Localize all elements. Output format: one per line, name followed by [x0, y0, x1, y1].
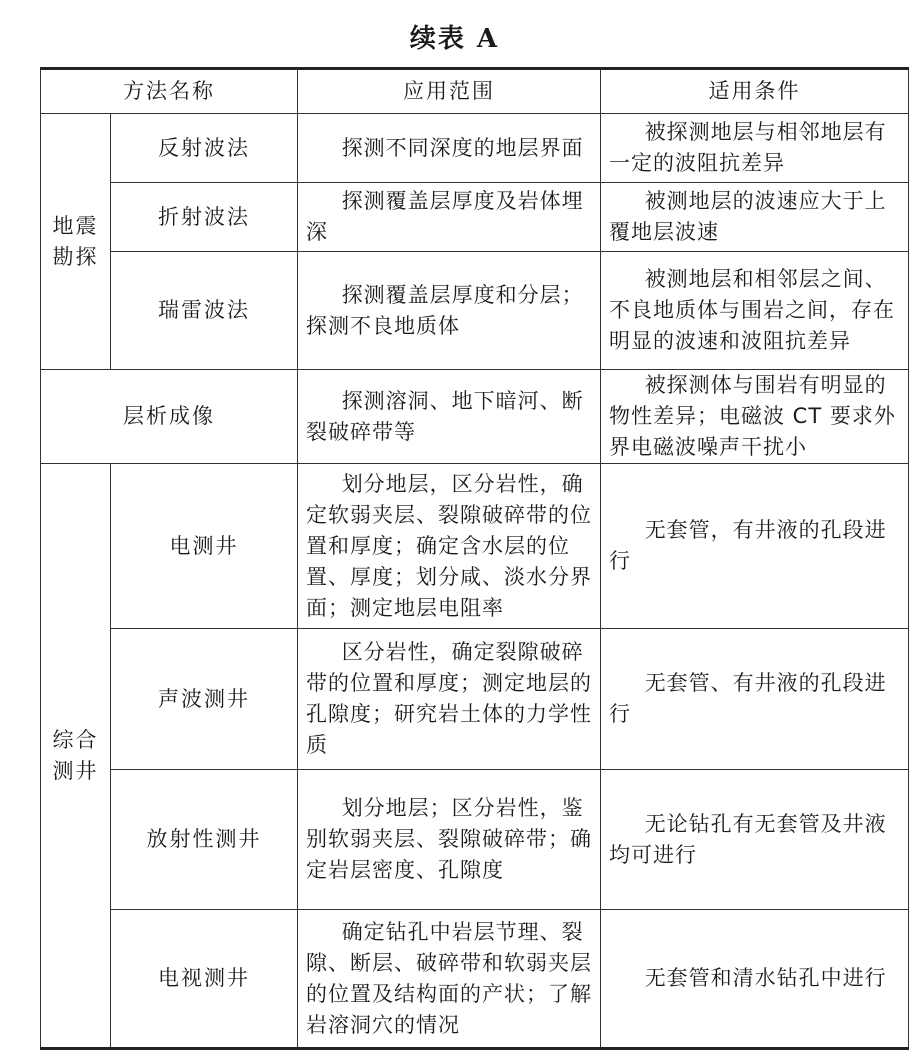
- conditions-cell: 无套管，有井液的孔段进行: [601, 464, 909, 629]
- methods-table: [40, 67, 909, 1050]
- table-row: [41, 183, 909, 252]
- conditions-cell: 被测地层的波速应大于上覆地层波速: [601, 183, 909, 252]
- table-row: [41, 252, 909, 370]
- group-label: 综合测井: [41, 464, 111, 1049]
- table-title: 续表 A: [409, 24, 500, 54]
- method-name: 放射性测井: [111, 770, 298, 910]
- conditions-cell: 被探测体与围岩有明显的物性差异；电磁波 CT 要求外界电磁波噪声干扰小: [601, 370, 909, 464]
- scope-cell: 划分地层，区分岩性，确定软弱夹层、裂隙破碎带的位置和厚度；确定含水层的位置、厚度；划分咸、淡水分界面；测定地层电阻率: [298, 464, 601, 629]
- method-name: 反射波法: [111, 114, 298, 183]
- header-conditions: 适用条件: [601, 69, 909, 114]
- scope-cell: 探测覆盖层厚度及岩体埋深: [298, 183, 601, 252]
- conditions-cell: 无论钻孔有无套管及井液均可进行: [601, 770, 909, 910]
- conditions-cell: 无套管、有井液的孔段进行: [601, 629, 909, 770]
- method-name: 电视测井: [111, 910, 298, 1049]
- conditions-cell: 无套管和清水钻孔中进行: [601, 910, 909, 1049]
- table-row: [41, 910, 909, 1049]
- method-name: 折射波法: [111, 183, 298, 252]
- method-name: 电测井: [111, 464, 298, 629]
- header-row: [41, 69, 909, 114]
- method-name: 瑞雷波法: [111, 252, 298, 370]
- scope-cell: 探测覆盖层厚度和分层；探测不良地质体: [298, 252, 601, 370]
- method-name: 声波测井: [111, 629, 298, 770]
- header-method: 方法名称: [41, 69, 298, 114]
- table-row: [41, 114, 909, 183]
- conditions-cell: 被测地层和相邻层之间、不良地质体与围岩之间，存在明显的波速和波阻抗差异: [601, 252, 909, 370]
- scope-cell: 探测溶洞、地下暗河、断裂破碎带等: [298, 370, 601, 464]
- scope-cell: 确定钻孔中岩层节理、裂隙、断层、破碎带和软弱夹层的位置及结构面的产状；了解岩溶洞穴的情况: [298, 910, 601, 1049]
- conditions-cell: 被探测地层与相邻地层有一定的波阻抗差异: [601, 114, 909, 183]
- table-row: [41, 464, 909, 629]
- scope-cell: 划分地层；区分岩性，鉴别软弱夹层、裂隙破碎带；确定岩层密度、孔隙度: [298, 770, 601, 910]
- table-row: [41, 629, 909, 770]
- table-row: [41, 370, 909, 464]
- table-row: [41, 770, 909, 910]
- scope-cell: 探测不同深度的地层界面: [298, 114, 601, 183]
- group-label: 地震勘探: [41, 114, 111, 370]
- header-scope: 应用范围: [298, 69, 601, 114]
- scope-cell: 区分岩性，确定裂隙破碎带的位置和厚度；测定地层的孔隙度；研究岩土体的力学性质: [298, 629, 601, 770]
- method-name: 层析成像: [41, 370, 298, 464]
